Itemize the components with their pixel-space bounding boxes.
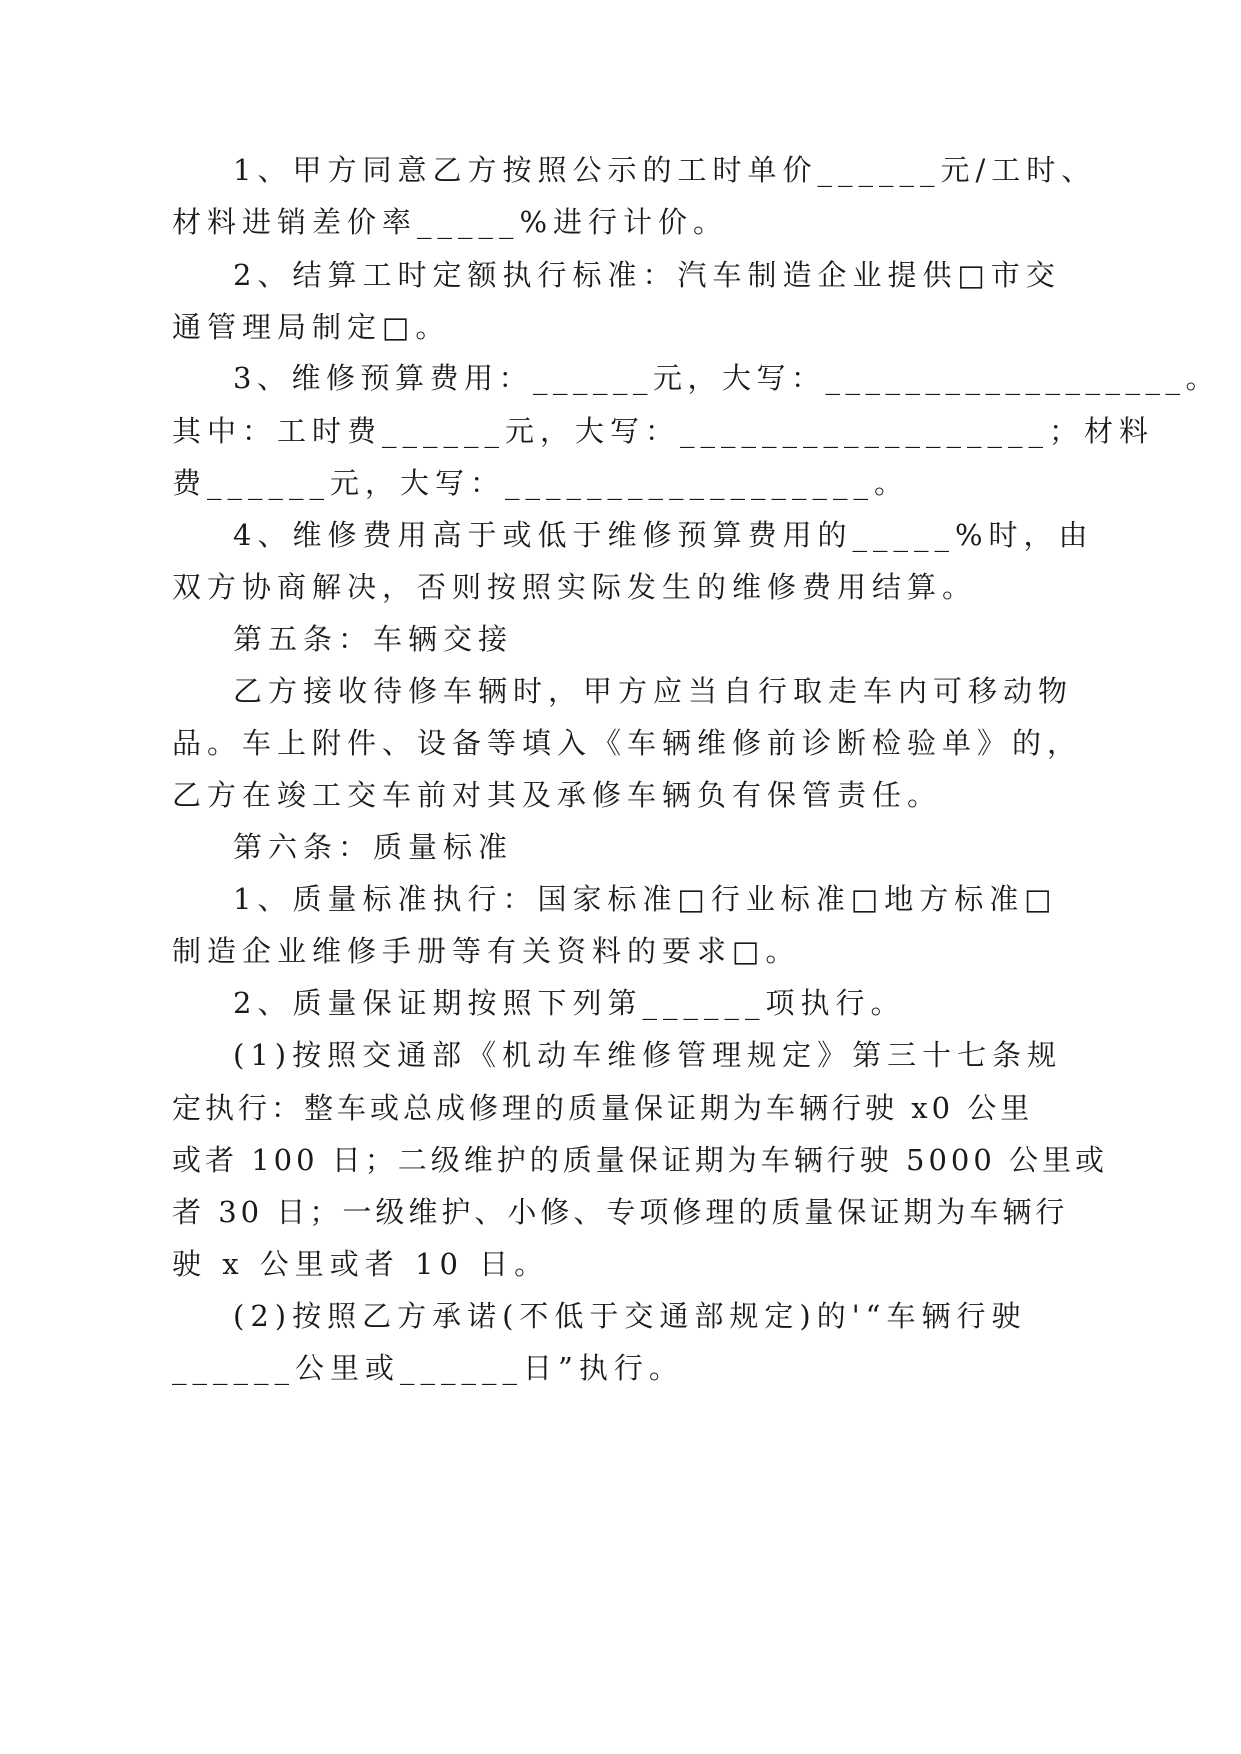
text-line: 其中：工时费______元，大写：__________________；材料	[172, 414, 1155, 448]
text-line: 1、甲方同意乙方按照公示的工时单价______元/工时、	[233, 153, 1097, 187]
text-line: 2、结算工时定额执行标准：汽车制造企业提供□市交	[233, 258, 1061, 292]
text-line: ______公里或______日”执行。	[172, 1351, 684, 1385]
text-line: 乙方在竣工交车前对其及承修车辆负有保管责任。	[172, 778, 943, 812]
section-heading: 第五条：车辆交接	[233, 622, 514, 656]
text-line: 材料进销差价率_____%进行计价。	[172, 205, 729, 239]
text-line: 4、维修费用高于或低于维修预算费用的_____%时，由	[233, 518, 1094, 552]
section-heading: 第六条：质量标准	[233, 830, 514, 864]
text-line: (1)按照交通部《机动车维修管理规定》第三十七条规	[233, 1038, 1063, 1072]
text-line: 品。车上附件、设备等填入《车辆维修前诊断检验单》的，	[172, 726, 1083, 760]
text-line: 通管理局制定□。	[172, 310, 451, 344]
text-line: 1、质量标准执行：国家标准□行业标准□地方标准□	[233, 882, 1058, 916]
text-line: 费______元，大写：__________________。	[172, 466, 910, 500]
text-line: 乙方接收待修车辆时，甲方应当自行取走车内可移动物	[233, 674, 1074, 708]
text-line: 3、维修预算费用：______元，大写：__________________。	[233, 361, 1220, 395]
text-line: (2)按照乙方承诺(不低于交通部规定)的'“车辆行驶	[233, 1299, 1027, 1333]
text-line: 驶 x 公里或者 10 日。	[172, 1247, 550, 1281]
text-line: 2、质量保证期按照下列第______项执行。	[233, 986, 906, 1020]
text-line: 定执行：整车或总成修理的质量保证期为车辆行驶 x0 公里	[172, 1091, 1034, 1125]
text-line: 制造企业维修手册等有关资料的要求□。	[172, 934, 801, 968]
text-line: 者 30 日；一级维护、小修、专项修理的质量保证期为车辆行	[172, 1195, 1069, 1229]
text-line: 双方协商解决，否则按照实际发生的维修费用结算。	[172, 570, 978, 604]
text-line: 或者 100 日；二级维护的质量保证期为车辆行驶 5000 公里或	[172, 1143, 1109, 1177]
